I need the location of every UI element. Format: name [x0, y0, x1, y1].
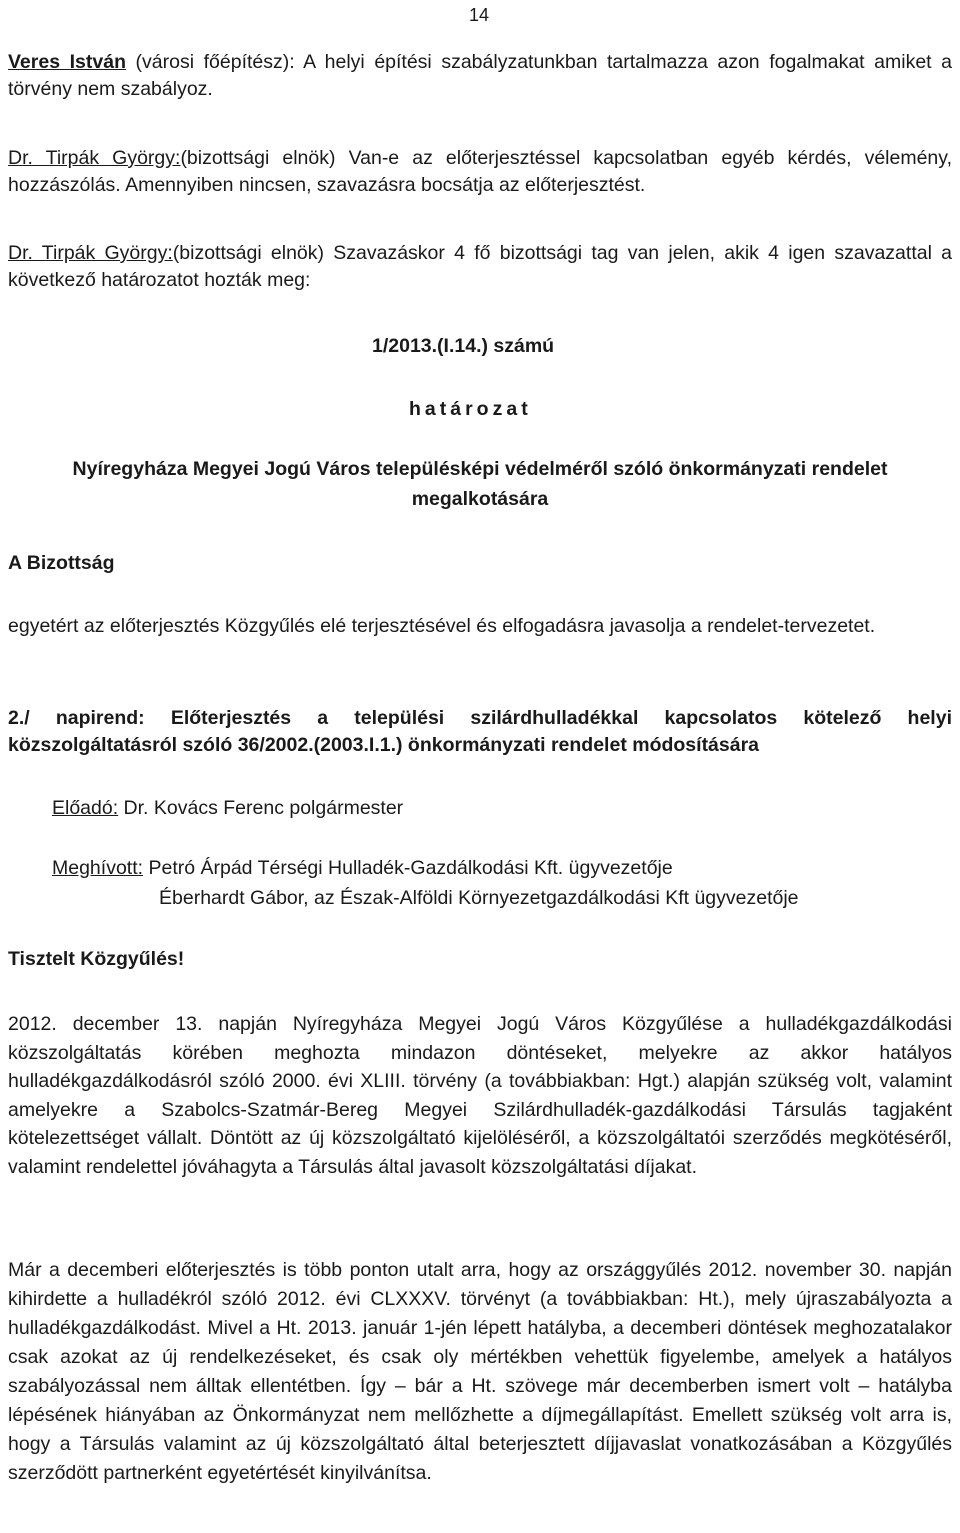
resolution-decision: egyetért az előterjesztés Közgyűlés elé terjesztésével és elfogadásra javasolja a rendelet-tervezetet. [8, 615, 876, 637]
resolution-number: 1/2013.(I.14.) számú [372, 335, 555, 357]
agenda-heading: 2./ napirend: Előterjesztés a települési szilárdhulladékkal kapcsolatos kötelező helyi közszolgáltatásról szóló 36/2002.(2003.I.1.) önkormányzati rendelet módosítására [8, 707, 952, 756]
speaker-name: Dr. Tirpák György: [8, 242, 173, 264]
body-paragraph-2: Már a decemberi előterjesztés is több ponton utalt arra, hogy az országgyűlés 2012. november 30. napján kihirdette a hulladékról szóló 2012. évi CLXXXV. törvényt (a továbbiakban: Ht.), mely újraszabályozta a hulladékgazdálkodást. Mivel a Ht. 2013. január 1-jén lépett hatályba, a decemberi döntések meghozatalakor csak azokat az új rendelkezéseket, és csak oly mértékben vehettük figyelembe, amelyek a hatályos szabályozással nem álltak ellentétben. Így – bár a Ht. szövege már decemberben ismert volt – hatályba lépésének hiányában az Önkormányzat nem mellőzhette a díjmegállapítást. Emellett szükség volt arra is, hogy a Társulás valamint az új közszolgáltató által beterjesztett díjjavaslat vonatkozásában a Közgyűlés szerződött partnerként egyetértését kinyilvánítsa. [8, 1259, 952, 1484]
paragraph-text: (városi főépítész): A helyi építési szabályzatunkban tartalmazza azon fogalmakat amiket a törvény nem szabályoz. [8, 51, 952, 100]
presenter-name: Dr. Kovács Ferenc polgármester [118, 797, 404, 819]
paragraph-veres [8, 49, 952, 103]
salutation: Tisztelt Közgyűlés! [8, 948, 185, 970]
resolution-label: határozat [409, 398, 532, 420]
paragraph-tirpak-2 [8, 240, 952, 294]
speaker-name: Veres István [8, 51, 126, 73]
invited-guest-1: Petró Árpád Térségi Hulladék-Gazdálkodási Kft. ügyvezetője [143, 857, 673, 879]
speaker-name: Dr. Tirpák György: [8, 147, 181, 169]
invited-line [52, 855, 673, 882]
paragraph-text: (bizottsági elnök) Szavazáskor 4 fő bizottsági tag van jelen, akik 4 igen szavazattal a következő határozatot hozták meg: [8, 242, 952, 291]
presenter-line [52, 795, 403, 822]
invited-guest-2: Éberhardt Gábor, az Észak-Alföldi Környezetgazdálkodási Kft ügyvezetője [159, 887, 799, 909]
page-number: 14 [469, 5, 490, 25]
body-paragraph-1: 2012. december 13. napján Nyíregyháza Megyei Jogú Város Közgyűlése a hulladékgazdálkodási közszolgáltatás körében meghozta mindazon döntéseket, melyekre az akkor hatályos hulladékgazdálkodásról szóló 2000. évi XLIII. törvény (a továbbiakban: Hgt.) alapján szükség volt, valamint amelyekre a Szabolcs-Szatmár-Bereg Megyei Szilárdhulladék-gazdálkodási Társulás tagjaként kötelezettséget vállalt. Döntött az új közszolgáltató kijelöléséről, a közszolgáltatói szerződés megkötéséről, valamint rendelettel jóváhagyta a Társulás által javasolt közszolgáltatási díjakat. [8, 1013, 952, 1178]
resolution-title-line1: Nyíregyháza Megyei Jogú Város településképi védelméről szóló önkormányzati rendelet [72, 458, 888, 480]
committee-label: A Bizottság [8, 552, 115, 574]
invited-label: Meghívott: [52, 857, 144, 879]
presenter-label: Előadó: [52, 797, 119, 819]
paragraph-text: (bizottsági elnök) Van-e az előterjesztéssel kapcsolatban egyéb kérdés, vélemény, hozzászólás. Amennyiben nincsen, szavazásra bocsátja az előterjesztést. [8, 147, 952, 196]
resolution-title-line2: megalkotására [411, 488, 549, 510]
paragraph-tirpak-1 [8, 145, 952, 199]
